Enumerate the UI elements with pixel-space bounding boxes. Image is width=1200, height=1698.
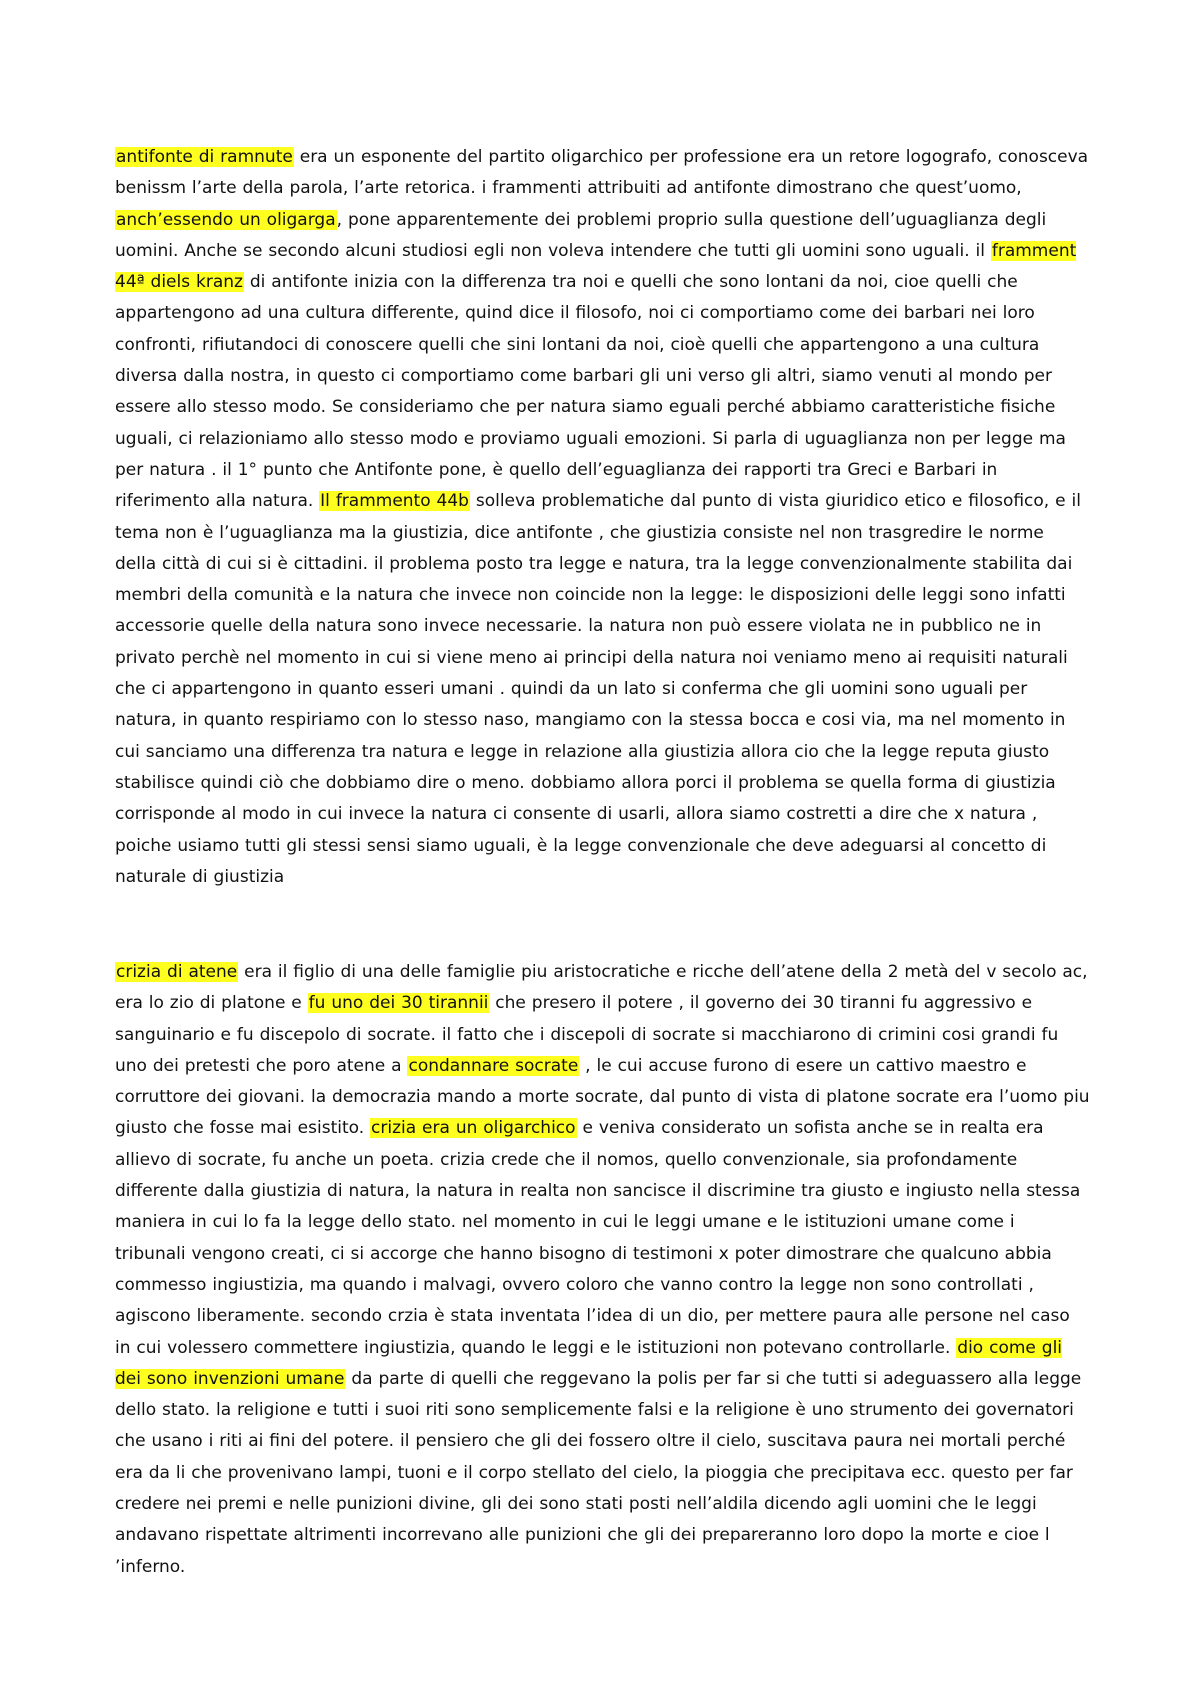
text-run: di antifonte inizia con la differenza tra noi e quelli che sono lontani da noi, cioe quelli che appartengono ad una cultura differente, quind dice il filosofo, noi ci comportiamo come dei barbari nei loro confronti, rifiutandoci di conoscere quelli che sini lontani da noi, cioè quelli che appartengono a una cultura diversa dalla nostra, in questo ci comportiamo come barbari gli uni verso gli altri, siamo venuti al mondo per essere allo stesso modo. Se consideriamo che per natura siamo eguali perché abbiamo caratteristiche fisiche uguali, ci relazioniamo allo stesso modo e proviamo uguali emozioni. Si parla di uguaglianza non per legge ma per natura . il 1° punto che Antifonte pone, è quello dell’eguaglianza dei rapporti tra Greci e Barbari in riferimento alla natura. — [115, 272, 1066, 512]
text-run: e veniva considerato un sofista anche se in realta era allievo di socrate, fu anche un poeta. crizia crede che il nomos, quello convenzionale, sia profondamente differente dalla giustizia di natura, la natura in realta non sancisce il discrimine tra giusto e ingiusto nella stessa maniera in cui lo fa la legge dello stato. nel momento in cui le leggi umane e le istituzioni umane come i tribunali vengono creati, ci si accorge che hanno bisogno di testimoni x poter dimostrare che qualcuno abbia commesso ingiustizia, ma quando i malvagi, ovvero coloro che vanno contro la legge non sono controllati , agiscono liberamente. secondo crzia è stata inventata l’idea di un dio, per mettere paura alle persone nel caso in cui volessero commettere ingiustizia, quando le leggi e le istituzioni non potevano controllarle. — [115, 1118, 1081, 1358]
highlighted-phrase: crizia era un oligarchico — [371, 1118, 576, 1139]
highlighted-phrase: anch’essendo un oligarga — [116, 209, 336, 230]
highlighted-phrase: dio come gli dei sono invenzioni umane — [115, 1337, 1063, 1389]
highlighted-phrase: Il frammento 44b — [320, 491, 469, 512]
paragraph-crizia — [115, 957, 1090, 1583]
text-run: , pone apparentemente dei problemi proprio sulla questione dell’uguaglianza degli uomini. Anche se secondo alcuni studiosi egli non voleva intendere che tutti gli uomini sono uguali. il — [115, 209, 1047, 261]
text-run: che presero il potere , il governo dei 30 tiranni fu aggressivo e sanguinario e fu discepolo di socrate. il fatto che i discepoli di socrate si macchiarono di crimini cosi grandi fu uno dei pretesti che poro atene a — [115, 993, 1059, 1076]
text-run: solleva problematiche dal punto di vista giuridico etico e filosofico, e il tema non è l’uguaglianza ma la giustizia, dice antifonte , che giustizia consiste nel non trasgredire le norme della città di cui si è cittadini. il problema posto tra legge e natura, tra la legge convenzionalmente stabilita dai membri della comunità e la natura che invece non coincide non la legge: le disposizioni delle leggi sono infatti accessorie quelle della natura sono invece necessarie. la natura non può essere violata ne in pubblico ne in privato perchè nel momento in cui si viene meno ai principi della natura noi veniamo meno ai requisiti naturali che ci appartengono in quanto esseri umani . quindi da un lato si conferma che gli uomini sono uguali per natura, in quanto respiriamo con lo stesso naso, mangiamo con la stessa bocca e cosi via, ma nel momento in cui sanciamo una differenza tra natura e legge in relazione alla giustizia allora cio che la legge reputa giusto stabilisce quindi ciò che dobbiamo dire o meno. dobbiamo allora porci il problema se quella forma di giustizia corrisponde al modo in cui invece la natura ci consente di usarli, allora siamo costretti a dire che x natura , poiche usiamo tutti gli stessi sensi siamo uguali, è la legge convenzionale che deve adeguarsi al concetto di naturale di giustizia — [115, 491, 1081, 887]
highlighted-phrase: fu uno dei 30 tirannii — [308, 993, 489, 1014]
highlighted-phrase: framment 44ª diels kranz — [115, 240, 1077, 293]
highlighted-phrase: crizia di atene — [116, 962, 238, 982]
text-run: era un esponente del partito oligarchico per professione era un retore logografo, conosceva benissm l’arte della parola, l’arte retorica. i frammenti attribuiti ad antifonte dimostrano che quest’uomo, — [115, 147, 1089, 199]
paragraph-text — [115, 957, 1090, 1583]
paragraph-antifonte — [115, 142, 1090, 893]
highlighted-phrase: condannare socrate — [408, 1055, 579, 1076]
text-run: , le cui accuse furono di esere un cattivo maestro e corruttore dei giovani. la democrazia mando a morte socrate, dal punto di vista di platone socrate era l’uomo piu giusto che fosse mai esistito. — [115, 1055, 1090, 1139]
paragraph-text — [115, 142, 1090, 893]
text-run: da parte di quelli che reggevano la polis per far si che tutti si adeguassero alla legge dello stato. la religione e tutti i suoi riti sono semplicemente falsi e la religione è uno strumento dei governatori che usano i riti ai fini del potere. il pensiero che gli dei fossero oltre il cielo, suscitava paura nei mortali perché era da li che provenivano lampi, tuoni e il corpo stellato del cielo, la pioggia che precipitava ecc. questo per far credere nei premi e nelle punizioni divine, gli dei sono stati posti nell’aldila dicendo agli uomini che le leggi andavano rispettate altrimenti incorrevano alle punizioni che gli dei prepareranno loro dopo la morte e cioe l ’inferno. — [115, 1368, 1082, 1577]
highlighted-phrase: antifonte di ramnute — [116, 147, 293, 167]
text-run: era il figlio di una delle famiglie piu aristocratiche e ricche dell’atene della 2 metà del v secolo ac, era lo zio di platone e — [115, 962, 1088, 1014]
